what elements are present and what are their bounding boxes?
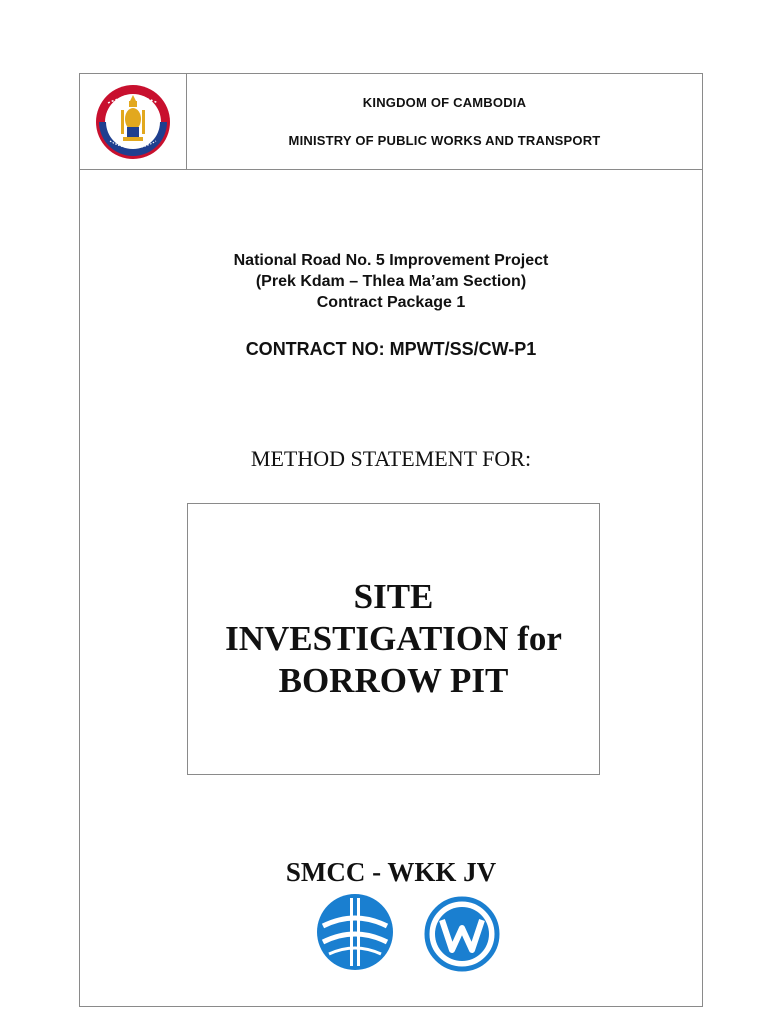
project-name: National Road No. 5 Improvement Project xyxy=(233,252,549,269)
smcc-logo-icon xyxy=(315,892,395,972)
royal-government-seal-icon xyxy=(94,83,172,161)
header-row xyxy=(80,74,702,170)
document-frame xyxy=(79,73,703,1007)
title-line-1: SITE xyxy=(353,577,434,616)
title-line-3: BORROW PIT xyxy=(278,661,509,700)
project-section: (Prek Kdam – Thlea Ma’am Section) xyxy=(255,273,527,290)
seal-cell xyxy=(80,74,187,169)
ministry-heading: MINISTRY OF PUBLIC WORKS AND TRANSPORT xyxy=(288,133,601,148)
kingdom-heading: KINGDOM OF CAMBODIA xyxy=(362,95,527,110)
title-line-2: INVESTIGATION for xyxy=(225,619,562,658)
title-box xyxy=(187,503,600,775)
contract-package: Contract Package 1 xyxy=(316,294,466,311)
project-block xyxy=(80,250,702,313)
header-text xyxy=(187,74,702,169)
wkk-logo-icon xyxy=(424,896,500,972)
joint-venture-name: SMCC - WKK JV xyxy=(285,857,497,887)
contract-number: CONTRACT NO: MPWT/SS/CW-P1 xyxy=(245,339,537,359)
jv-logos xyxy=(315,892,515,972)
method-statement-label: METHOD STATEMENT FOR: xyxy=(250,446,532,471)
